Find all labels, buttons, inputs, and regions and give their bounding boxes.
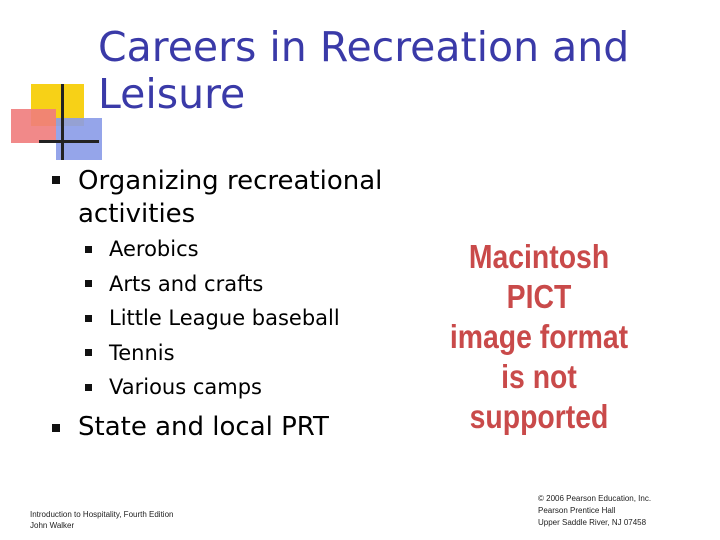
image-placeholder-line-2: image format bbox=[449, 318, 629, 355]
bullet-state-local-prt: State and local PRT bbox=[78, 412, 329, 442]
sub-bullet-aerobics: Aerobics bbox=[109, 237, 199, 261]
image-placeholder-line-3: is not supported bbox=[469, 358, 609, 435]
slide-title-line-2: Leisure bbox=[98, 70, 246, 118]
sub-bullet-marker bbox=[85, 246, 92, 253]
image-placeholder-text bbox=[441, 237, 637, 437]
footer-publisher: Pearson Prentice Hall bbox=[538, 506, 616, 515]
footer-copyright: © 2006 Pearson Education, Inc. bbox=[538, 494, 652, 503]
footer-address: Upper Saddle River, NJ 07458 bbox=[538, 518, 647, 527]
bullet-organizing bbox=[78, 165, 382, 231]
footer-book-title: Introduction to Hospitality, Fourth Edition bbox=[30, 510, 174, 519]
slide-title bbox=[98, 24, 698, 118]
sub-bullet-marker bbox=[85, 349, 92, 356]
bullet-marker bbox=[52, 176, 60, 184]
sub-bullet-various-camps: Various camps bbox=[109, 375, 262, 399]
sub-bullet-marker bbox=[85, 315, 92, 322]
bullet-organizing-line-1: Organizing recreational bbox=[78, 166, 383, 196]
sub-bullet-little-league: Little League baseball bbox=[109, 306, 340, 330]
sub-bullet-marker bbox=[85, 384, 92, 391]
sub-bullet-arts-and-crafts: Arts and crafts bbox=[109, 272, 264, 296]
footer-right bbox=[538, 493, 651, 529]
footer-left bbox=[30, 509, 173, 531]
slide-title-line-1: Careers in Recreation and bbox=[98, 23, 630, 71]
decorative-red-block bbox=[11, 109, 56, 143]
decorative-vertical-line bbox=[61, 84, 64, 160]
sub-bullet-tennis: Tennis bbox=[109, 341, 175, 365]
footer-author: John Walker bbox=[30, 521, 75, 530]
decorative-horizontal-line bbox=[39, 140, 99, 143]
bullet-marker bbox=[52, 424, 60, 432]
bullet-organizing-line-2: activities bbox=[78, 199, 196, 229]
sub-bullet-marker bbox=[85, 280, 92, 287]
image-placeholder-line-1: Macintosh PICT bbox=[468, 238, 610, 315]
